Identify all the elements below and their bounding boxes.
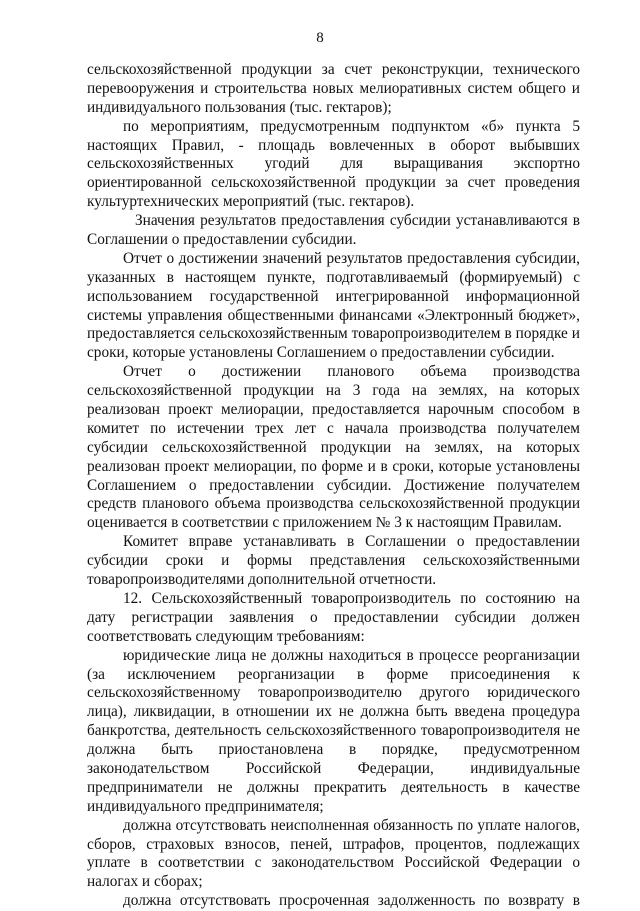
- text-line: средств планового объема производства сельскохозяйственной продукции: [87, 495, 580, 513]
- text-line: соответствовать следующим требованиям:: [87, 627, 365, 645]
- text-line: налогах и сборах;: [87, 873, 203, 891]
- text-line: культуртехнических мероприятий (тыс. гектаров).: [87, 193, 415, 211]
- text-line: предоставляется сельскохозяйственным товаропроизводителем в порядке и: [87, 325, 580, 343]
- text-line: ориентированной сельскохозяйственной продукции за счет проведения: [87, 174, 580, 192]
- text-line: 12. Сельскохозяйственный товаропроизводитель по состоянию на: [123, 589, 580, 607]
- text-line: законодательством Российской Федерации, индивидуальные: [87, 759, 580, 777]
- text-line: перевооружения и строительства новых мелиоративных систем общего и: [87, 79, 580, 97]
- text-line: реализован проект мелиорации, предоставляется нарочным способом в: [87, 401, 580, 419]
- text-line: реализован проект мелиорации, по форме и в сроки, которые установлены: [87, 457, 580, 475]
- text-line: использованием государственной интегрированной информационной: [87, 287, 580, 305]
- text-line: Соглашением о предоставлении субсидии. Достижение получателем: [87, 476, 580, 494]
- text-line: должна отсутствовать неисполненная обязанность по уплате налогов,: [123, 816, 580, 834]
- text-line: Комитет вправе устанавливать в Соглашении о предоставлении: [123, 533, 580, 551]
- text-line: по мероприятиям, предусмотренным подпунктом «б» пункта 5: [123, 117, 580, 135]
- text-line: сельскохозяйственных угодий для выращивания экспортно: [87, 155, 580, 173]
- text-line: субсидии сроки и формы представления сельскохозяйственными: [87, 552, 580, 570]
- text-line: должна отсутствовать просроченная задолженность по возврату в: [123, 892, 580, 910]
- text-line: сельскохозяйственному товаропроизводителю другого юридического: [87, 684, 580, 702]
- document-body: [87, 61, 580, 911]
- text-line: (за исключением реорганизации в форме присоединения к: [87, 665, 580, 683]
- text-line: сельскохозяйственной продукции за счет реконструкции, технического: [87, 61, 580, 78]
- text-line: субсидии сельскохозяйственной продукции на землях, на которых: [87, 438, 580, 456]
- text-line: предприниматели не должны прекратить деятельность в качестве: [87, 778, 580, 796]
- text-line: юридические лица не должны находиться в процессе реорганизации: [123, 646, 580, 664]
- text-line: уплате в соответствии с законодательством Российской Федерации о: [87, 854, 580, 872]
- text-line: Соглашении о предоставлении субсидии.: [87, 231, 357, 249]
- text-line: Отчет о достижении значений результатов предоставления субсидии,: [123, 249, 580, 267]
- text-line: сборов, страховых взносов, пеней, штрафов, процентов, подлежащих: [87, 835, 580, 853]
- text-line: оценивается в соответствии с приложением № 3 к настоящим Правилам.: [87, 514, 562, 532]
- text-line: индивидуального предпринимателя;: [87, 797, 324, 815]
- text-line: комитет по истечении трех лет с начала производства получателем: [87, 419, 580, 437]
- text-line: Значения результатов предоставления субсидии устанавливаются в: [135, 212, 580, 230]
- text-line: настоящих Правил, - площадь вовлеченных в оборот выбывших: [87, 136, 580, 154]
- text-line: должна быть приостановлена в порядке, предусмотренном: [87, 741, 580, 759]
- text-line: лица), ликвидации, в отношении их не должна быть введена процедура: [87, 703, 580, 721]
- text-line: сроки, которые установлены Соглашением о предоставлении субсидии.: [87, 344, 555, 362]
- text-line: индивидуального пользования (тыс. гектаров);: [87, 98, 392, 116]
- text-line: указанных в настоящем пункте, подготавливаемый (формируемый) с: [87, 268, 580, 286]
- page-number: 8: [316, 30, 324, 46]
- text-line: системы управления общественными финансами «Электронный бюджет»,: [87, 306, 580, 324]
- text-line: дату регистрации заявления о предоставлении субсидии должен: [87, 608, 580, 626]
- text-line: Отчет о достижении планового объема производства: [123, 363, 580, 381]
- text-line: товаропроизводителями дополнительной отчетности.: [87, 571, 437, 589]
- text-line: сельскохозяйственной продукции на 3 года на землях, на которых: [87, 382, 580, 400]
- text-line: банкротства, деятельность сельскохозяйственного товаропроизводителя не: [87, 722, 580, 740]
